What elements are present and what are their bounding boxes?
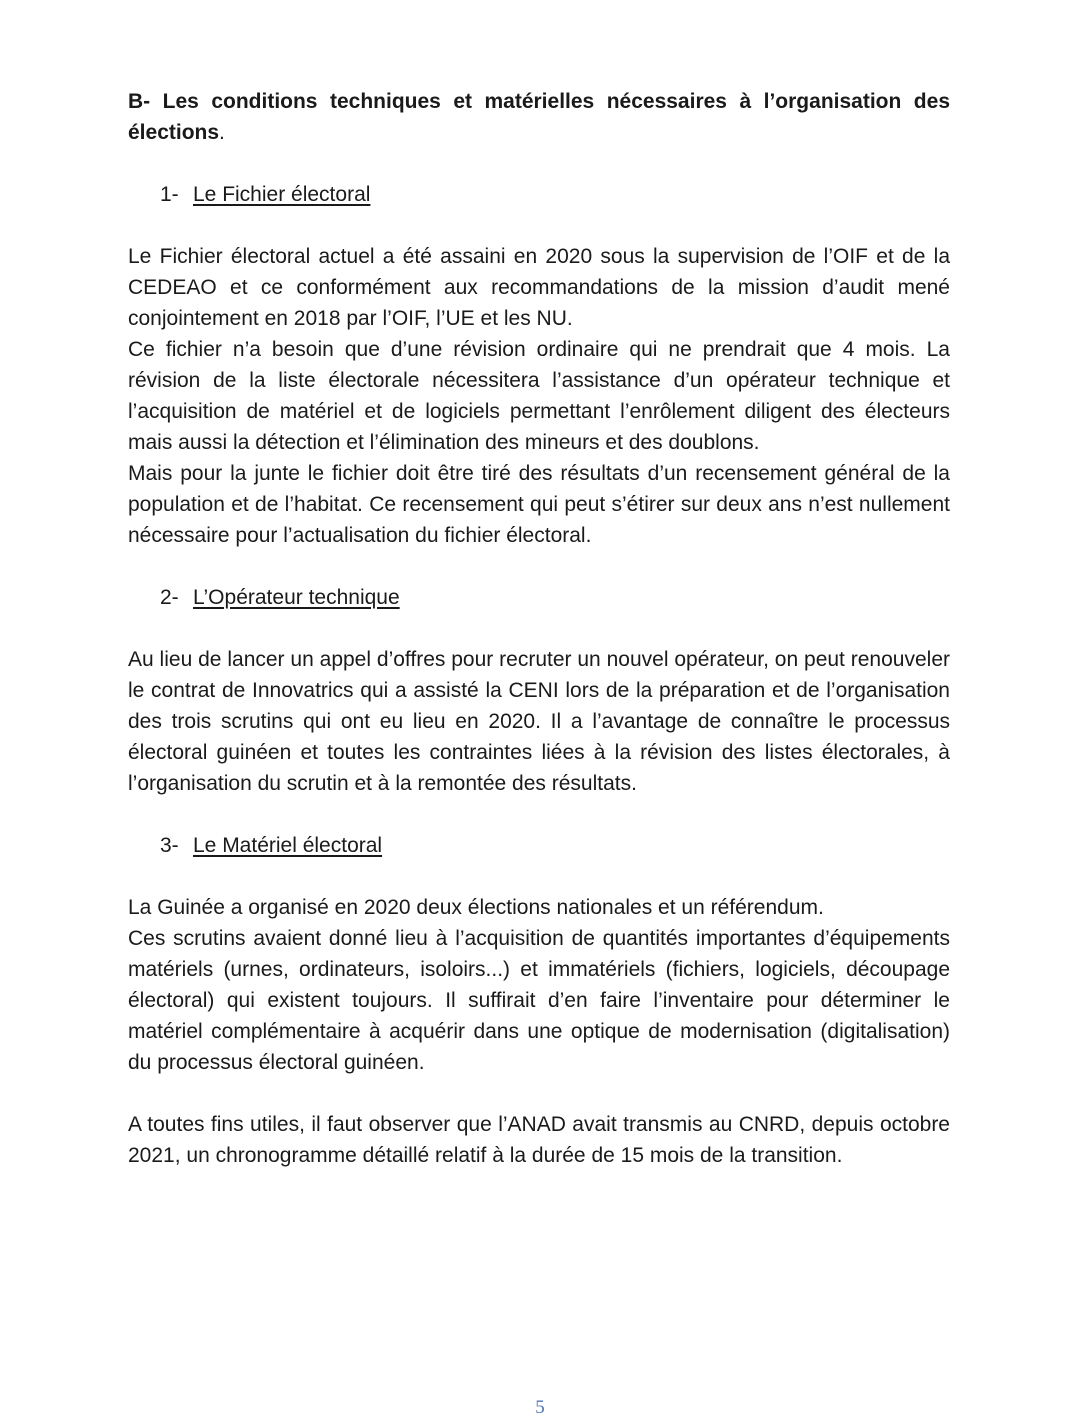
paragraph-text: Ces scrutins avaient donné lieu à l’acquisition de quantités importantes d’équipements matériels (urnes, ordinateurs, isoloirs...) et immatériels (fichiers, logiciels, découpage électoral) qui existent toujours. Il suffirait d’en faire l’inventaire pour déterminer le matériel complémentaire à acquérir dans une optique de modernisation (digitalisation) du processus électoral guinéen. (128, 927, 950, 1074)
subsection-title: Le Fichier électoral (193, 183, 371, 206)
paragraph-text: Au lieu de lancer un appel d’offres pour recruter un nouvel opérateur, on peut renouveler le contrat de Innovatrics qui a assisté la CENI lors de la préparation et de l’organisation des trois scrutins qui ont eu lieu en 2020. Il a l’avantage de connaître le processus électoral guinéen et toutes les contraintes liées à la révision des listes électorales, à l’organisation du scrutin et à la remontée des résultats. (128, 648, 950, 795)
spacer (128, 1078, 950, 1109)
paragraph (128, 644, 950, 799)
paragraph-text: Le Fichier électoral actuel a été assaini en 2020 sous la supervision de l’OIF et de la CEDEAO et ce conformément aux recommandations de la mission d’audit mené conjointement en 2018 par l’OIF, l’UE et les NU. (128, 245, 950, 330)
paragraph (128, 892, 950, 1078)
subsection-heading-1 (160, 179, 950, 210)
section-heading (128, 86, 950, 148)
closing-paragraph: A toutes fins utiles, il faut observer que l’ANAD avait transmis au CNRD, depuis octobre 2021, un chronogramme détaillé relatif à la durée de 15 mois de la transition. (128, 1113, 950, 1167)
paragraph-text: Ce fichier n’a besoin que d’une révision ordinaire qui ne prendrait que 4 mois. La révision de la liste électorale nécessitera l’assistance d’un opérateur technique et l’acquisition de matériel et de logiciels permettant l’enrôlement diligent des électeurs mais aussi la détection et l’élimination des mineurs et des doublons. (128, 338, 950, 454)
paragraph-text: La Guinée a organisé en 2020 deux élections nationales et un référendum. (128, 896, 824, 919)
subsection-number: 3- (160, 834, 179, 857)
document-page (128, 86, 950, 1171)
subsection-number: 2- (160, 586, 179, 609)
section-heading-text: B- Les conditions techniques et matérielles nécessaires à l’organisation des élections (128, 90, 950, 144)
subsection-number: 1- (160, 183, 179, 206)
paragraph-text: Mais pour la junte le fichier doit être tiré des résultats d’un recensement général de la population et de l’habitat. Ce recensement qui peut s’étirer sur deux ans n’est nullement nécessaire pour l’actualisation du fichier électoral. (128, 462, 950, 547)
subsection-heading-2 (160, 582, 950, 613)
paragraph (128, 241, 950, 551)
subsection-title: Le Matériel électoral (193, 834, 383, 857)
page-number: 5 (535, 1397, 545, 1418)
section-heading-period: . (219, 121, 225, 144)
subsection-heading-3 (160, 830, 950, 861)
subsection-title: L’Opérateur technique (193, 586, 400, 609)
